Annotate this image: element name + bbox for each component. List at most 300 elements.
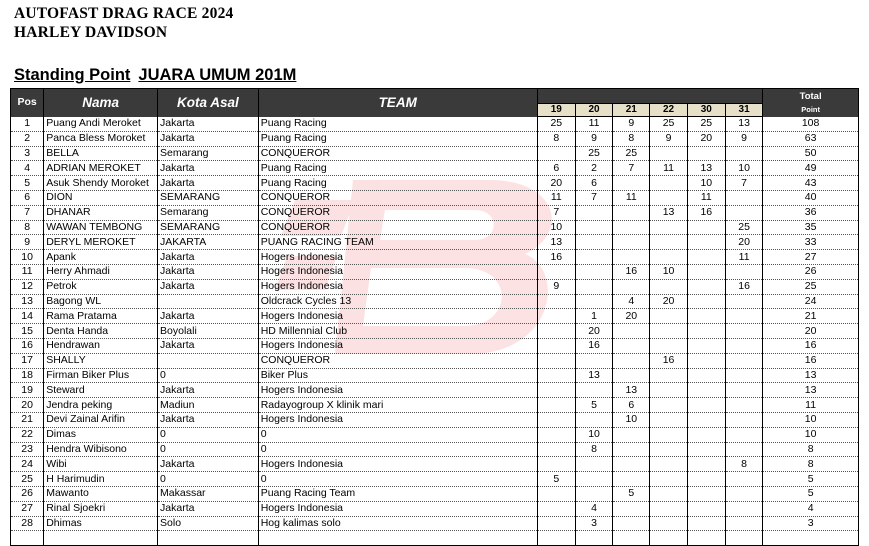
rounds-header-band xyxy=(537,89,763,104)
round-points-cell: 16 xyxy=(687,205,725,220)
round-points-cell xyxy=(650,501,687,516)
round-points-cell xyxy=(613,338,650,353)
team-cell: CONQUEROR xyxy=(258,190,537,205)
round-points-cell xyxy=(650,176,687,191)
round-points-cell xyxy=(687,264,725,279)
city-cell: 0 xyxy=(158,472,259,487)
team-cell: Biker Plus xyxy=(258,368,537,383)
empty-cell xyxy=(687,531,725,546)
round-points-cell xyxy=(650,368,687,383)
round-points-cell: 8 xyxy=(725,457,762,472)
total-points-cell: 16 xyxy=(763,338,859,353)
name-cell: Rama Pratama xyxy=(44,309,158,324)
pos-cell: 7 xyxy=(11,205,44,220)
round-points-cell: 8 xyxy=(575,442,612,457)
round-points-cell xyxy=(537,294,575,309)
round-points-cell xyxy=(687,383,725,398)
city-cell: Jakarta xyxy=(158,457,259,472)
round-points-cell: 9 xyxy=(575,131,612,146)
name-cell: DERYL MEROKET xyxy=(44,235,158,250)
table-row xyxy=(11,442,859,457)
table-row xyxy=(11,146,859,161)
empty-cell xyxy=(763,531,859,546)
round-points-cell xyxy=(575,383,612,398)
pos-cell: 24 xyxy=(11,457,44,472)
standings-table xyxy=(10,88,859,546)
round-points-cell xyxy=(725,486,762,501)
round-points-cell xyxy=(537,324,575,339)
round-points-cell xyxy=(575,220,612,235)
empty-cell xyxy=(11,531,44,546)
standing-label: Standing Point xyxy=(14,66,131,84)
round-points-cell xyxy=(537,146,575,161)
total-points-cell: 4 xyxy=(763,501,859,516)
round-21-header: 21 xyxy=(613,104,650,117)
total-points-cell: 11 xyxy=(763,398,859,413)
round-points-cell xyxy=(687,250,725,265)
round-points-cell: 16 xyxy=(537,250,575,265)
round-points-cell: 6 xyxy=(613,398,650,413)
empty-cell xyxy=(575,531,612,546)
pos-cell: 5 xyxy=(11,176,44,191)
empty-cell xyxy=(537,531,575,546)
name-cell: Steward xyxy=(44,383,158,398)
pos-cell: 1 xyxy=(11,117,44,132)
round-points-cell xyxy=(687,338,725,353)
table-row xyxy=(11,427,859,442)
round-points-cell xyxy=(650,309,687,324)
round-points-cell: 4 xyxy=(575,501,612,516)
round-points-cell xyxy=(687,146,725,161)
total-points-cell: 108 xyxy=(763,117,859,132)
round-points-cell: 7 xyxy=(537,205,575,220)
pos-cell: 2 xyxy=(11,131,44,146)
round-points-cell xyxy=(650,486,687,501)
table-row xyxy=(11,264,859,279)
round-points-cell xyxy=(687,279,725,294)
round-points-cell: 6 xyxy=(575,176,612,191)
round-points-cell xyxy=(650,472,687,487)
round-points-cell xyxy=(575,486,612,501)
round-points-cell xyxy=(537,309,575,324)
name-cell: Rinal Sjoekri xyxy=(44,501,158,516)
round-points-cell xyxy=(650,412,687,427)
total-points-cell: 21 xyxy=(763,309,859,324)
table-row xyxy=(11,516,859,531)
city-cell: Makassar xyxy=(158,486,259,501)
name-cell: Herry Ahmadi xyxy=(44,264,158,279)
team-cell: CONQUEROR xyxy=(258,220,537,235)
total-points-cell: 50 xyxy=(763,146,859,161)
round-points-cell: 9 xyxy=(650,131,687,146)
round-points-cell xyxy=(575,294,612,309)
name-cell: Dimas xyxy=(44,427,158,442)
round-points-cell xyxy=(725,412,762,427)
city-cell: Jakarta xyxy=(158,161,259,176)
round-points-cell xyxy=(725,442,762,457)
round-points-cell xyxy=(725,294,762,309)
table-row xyxy=(11,250,859,265)
pos-cell: 18 xyxy=(11,368,44,383)
round-points-cell: 10 xyxy=(687,176,725,191)
team-cell: Radayogroup X klinik mari xyxy=(258,398,537,413)
round-points-cell xyxy=(687,501,725,516)
round-points-cell: 10 xyxy=(575,427,612,442)
round-points-cell xyxy=(725,427,762,442)
name-cell: Wibi xyxy=(44,457,158,472)
round-points-cell xyxy=(537,264,575,279)
round-points-cell: 7 xyxy=(725,176,762,191)
total-points-cell: 33 xyxy=(763,235,859,250)
pos-cell: 22 xyxy=(11,427,44,442)
name-cell: WAWAN TEMBONG xyxy=(44,220,158,235)
round-points-cell xyxy=(650,338,687,353)
city-cell: Solo xyxy=(158,516,259,531)
city-cell: Madiun xyxy=(158,398,259,413)
round-points-cell xyxy=(613,220,650,235)
round-points-cell xyxy=(613,442,650,457)
round-points-cell xyxy=(613,279,650,294)
empty-cell xyxy=(650,531,687,546)
round-points-cell xyxy=(725,383,762,398)
empty-cell xyxy=(258,531,537,546)
round-points-cell xyxy=(537,353,575,368)
total-points-cell: 5 xyxy=(763,472,859,487)
round-points-cell: 16 xyxy=(575,338,612,353)
round-points-cell xyxy=(687,398,725,413)
round-points-cell xyxy=(687,309,725,324)
team-cell: Hogers Indonesia xyxy=(258,338,537,353)
round-points-cell xyxy=(687,220,725,235)
team-cell: Hogers Indonesia xyxy=(258,501,537,516)
city-cell: Jakarta xyxy=(158,117,259,132)
pos-cell: 9 xyxy=(11,235,44,250)
round-points-cell: 7 xyxy=(575,190,612,205)
total-points-cell: 43 xyxy=(763,176,859,191)
round-points-cell xyxy=(650,190,687,205)
round-points-cell xyxy=(537,516,575,531)
table-row xyxy=(11,161,859,176)
total-points-cell: 8 xyxy=(763,457,859,472)
round-points-cell xyxy=(537,457,575,472)
round-points-cell xyxy=(725,146,762,161)
round-points-cell: 6 xyxy=(537,161,575,176)
total-sub-label: Point xyxy=(801,105,820,115)
round-points-cell xyxy=(650,427,687,442)
name-cell: Denta Handa xyxy=(44,324,158,339)
table-row xyxy=(11,338,859,353)
round-points-cell xyxy=(613,368,650,383)
round-points-cell xyxy=(650,250,687,265)
city-cell: Jakarta xyxy=(158,338,259,353)
name-cell: Panca Bless Moroket xyxy=(44,131,158,146)
round-points-cell xyxy=(613,176,650,191)
round-points-cell xyxy=(537,338,575,353)
nama-header: Nama xyxy=(44,89,158,117)
total-points-cell: 8 xyxy=(763,442,859,457)
name-cell: Firman Biker Plus xyxy=(44,368,158,383)
round-points-cell xyxy=(725,472,762,487)
round-points-cell xyxy=(687,294,725,309)
table-row xyxy=(11,220,859,235)
total-header xyxy=(763,89,859,117)
pos-cell: 20 xyxy=(11,398,44,413)
team-cell: Hogers Indonesia xyxy=(258,279,537,294)
round-points-cell: 13 xyxy=(650,205,687,220)
round-points-cell: 13 xyxy=(613,383,650,398)
round-points-cell xyxy=(537,501,575,516)
team-cell: 0 xyxy=(258,472,537,487)
city-cell: JAKARTA xyxy=(158,235,259,250)
round-points-cell xyxy=(650,398,687,413)
table-row xyxy=(11,205,859,220)
pos-cell: 21 xyxy=(11,412,44,427)
name-cell: Bagong WL xyxy=(44,294,158,309)
team-header: TEAM xyxy=(258,89,537,117)
city-cell: Jakarta xyxy=(158,279,259,294)
empty-cell xyxy=(613,531,650,546)
round-points-cell xyxy=(687,353,725,368)
city-cell xyxy=(158,353,259,368)
name-cell: Dhimas xyxy=(44,516,158,531)
round-points-cell xyxy=(687,427,725,442)
round-points-cell xyxy=(613,235,650,250)
name-cell: Jendra peking xyxy=(44,398,158,413)
city-cell: Jakarta xyxy=(158,131,259,146)
table-row xyxy=(11,486,859,501)
round-19-header: 19 xyxy=(537,104,575,117)
empty-row xyxy=(11,531,859,546)
round-points-cell: 3 xyxy=(575,516,612,531)
table-row xyxy=(11,190,859,205)
total-points-cell: 13 xyxy=(763,368,859,383)
pos-cell: 26 xyxy=(11,486,44,501)
round-31-header: 31 xyxy=(725,104,762,117)
round-points-cell xyxy=(537,486,575,501)
round-points-cell xyxy=(687,472,725,487)
city-cell: Jakarta xyxy=(158,264,259,279)
city-cell: Semarang xyxy=(158,205,259,220)
round-points-cell: 10 xyxy=(725,161,762,176)
total-points-cell: 40 xyxy=(763,190,859,205)
city-cell: Jakarta xyxy=(158,250,259,265)
pos-cell: 6 xyxy=(11,190,44,205)
round-22-header: 22 xyxy=(650,104,687,117)
round-points-cell xyxy=(725,264,762,279)
total-points-cell: 27 xyxy=(763,250,859,265)
round-points-cell xyxy=(725,398,762,413)
table-row xyxy=(11,457,859,472)
round-points-cell xyxy=(725,190,762,205)
pos-cell: 17 xyxy=(11,353,44,368)
round-points-cell xyxy=(537,398,575,413)
table-row xyxy=(11,324,859,339)
table-row xyxy=(11,412,859,427)
table-row xyxy=(11,279,859,294)
round-points-cell xyxy=(687,412,725,427)
round-points-cell: 7 xyxy=(613,161,650,176)
round-points-cell xyxy=(687,486,725,501)
round-points-cell: 9 xyxy=(725,131,762,146)
round-points-cell: 25 xyxy=(613,146,650,161)
name-cell: ADRIAN MEROKET xyxy=(44,161,158,176)
total-points-cell: 26 xyxy=(763,264,859,279)
table-row xyxy=(11,235,859,250)
total-points-cell: 3 xyxy=(763,516,859,531)
team-cell: PUANG RACING TEAM xyxy=(258,235,537,250)
round-points-cell xyxy=(650,516,687,531)
round-points-cell xyxy=(613,516,650,531)
empty-cell xyxy=(725,531,762,546)
team-cell: Hogers Indonesia xyxy=(258,309,537,324)
round-points-cell: 10 xyxy=(537,220,575,235)
team-cell: CONQUEROR xyxy=(258,353,537,368)
city-cell: Semarang xyxy=(158,146,259,161)
name-cell: Asuk Shendy Moroket xyxy=(44,176,158,191)
city-cell: 0 xyxy=(158,427,259,442)
round-points-cell xyxy=(613,457,650,472)
team-cell: Puang Racing xyxy=(258,161,537,176)
round-points-cell xyxy=(650,324,687,339)
round-points-cell xyxy=(575,264,612,279)
pos-cell: 15 xyxy=(11,324,44,339)
round-points-cell: 13 xyxy=(687,161,725,176)
table-row xyxy=(11,398,859,413)
round-points-cell xyxy=(687,368,725,383)
team-cell: Puang Racing Team xyxy=(258,486,537,501)
pos-cell: 10 xyxy=(11,250,44,265)
table-row xyxy=(11,353,859,368)
round-points-cell: 25 xyxy=(537,117,575,132)
table-row xyxy=(11,383,859,398)
round-points-cell xyxy=(537,442,575,457)
total-points-cell: 25 xyxy=(763,279,859,294)
name-cell: SHALLY xyxy=(44,353,158,368)
round-points-cell xyxy=(613,205,650,220)
round-points-cell: 11 xyxy=(575,117,612,132)
round-points-cell xyxy=(650,235,687,250)
team-cell: Hogers Indonesia xyxy=(258,264,537,279)
round-points-cell: 20 xyxy=(613,309,650,324)
round-points-cell: 9 xyxy=(613,117,650,132)
total-points-cell: 10 xyxy=(763,412,859,427)
round-30-header: 30 xyxy=(687,104,725,117)
table-row xyxy=(11,309,859,324)
round-points-cell xyxy=(687,516,725,531)
pos-cell: 11 xyxy=(11,264,44,279)
total-points-cell: 49 xyxy=(763,161,859,176)
total-points-cell: 24 xyxy=(763,294,859,309)
round-points-cell xyxy=(613,353,650,368)
round-points-cell xyxy=(687,324,725,339)
team-cell: CONQUEROR xyxy=(258,205,537,220)
name-cell: DHANAR xyxy=(44,205,158,220)
category-label: JUARA UMUM 201M xyxy=(138,66,297,84)
round-points-cell: 11 xyxy=(613,190,650,205)
team-cell: 0 xyxy=(258,442,537,457)
pos-cell: 19 xyxy=(11,383,44,398)
round-points-cell: 5 xyxy=(537,472,575,487)
round-points-cell: 13 xyxy=(725,117,762,132)
round-points-cell: 13 xyxy=(575,368,612,383)
round-points-cell: 11 xyxy=(725,250,762,265)
total-label: Total xyxy=(799,91,822,103)
pos-cell: 14 xyxy=(11,309,44,324)
round-points-cell xyxy=(687,457,725,472)
city-cell: 0 xyxy=(158,442,259,457)
name-cell: Mawanto xyxy=(44,486,158,501)
name-cell: Apank xyxy=(44,250,158,265)
round-points-cell: 5 xyxy=(575,398,612,413)
name-cell: DION xyxy=(44,190,158,205)
team-cell: Hogers Indonesia xyxy=(258,457,537,472)
name-cell: H Harimudin xyxy=(44,472,158,487)
round-points-cell: 20 xyxy=(537,176,575,191)
pos-cell: 13 xyxy=(11,294,44,309)
round-points-cell xyxy=(537,383,575,398)
event-title: AUTOFAST DRAG RACE 2024 xyxy=(14,5,234,22)
city-cell: Jakarta xyxy=(158,383,259,398)
team-cell: Hogers Indonesia xyxy=(258,250,537,265)
round-points-cell xyxy=(575,279,612,294)
standing-heading xyxy=(14,66,296,85)
round-points-cell: 2 xyxy=(575,161,612,176)
round-points-cell xyxy=(725,309,762,324)
total-points-cell: 16 xyxy=(763,353,859,368)
pos-cell: 23 xyxy=(11,442,44,457)
round-points-cell xyxy=(575,205,612,220)
round-points-cell: 10 xyxy=(650,264,687,279)
round-points-cell xyxy=(725,324,762,339)
table-row xyxy=(11,131,859,146)
round-points-cell xyxy=(725,205,762,220)
round-points-cell: 25 xyxy=(725,220,762,235)
round-points-cell: 16 xyxy=(613,264,650,279)
table-row xyxy=(11,176,859,191)
round-points-cell xyxy=(650,383,687,398)
round-points-cell: 16 xyxy=(725,279,762,294)
round-points-cell: 1 xyxy=(575,309,612,324)
round-points-cell: 25 xyxy=(687,117,725,132)
name-cell: Hendrawan xyxy=(44,338,158,353)
round-points-cell xyxy=(537,368,575,383)
round-points-cell xyxy=(613,501,650,516)
pos-cell: 16 xyxy=(11,338,44,353)
table-row xyxy=(11,472,859,487)
round-points-cell xyxy=(613,472,650,487)
pos-cell: 4 xyxy=(11,161,44,176)
standings-body xyxy=(11,117,859,546)
total-points-cell: 36 xyxy=(763,205,859,220)
round-points-cell xyxy=(650,442,687,457)
round-points-cell: 16 xyxy=(650,353,687,368)
event-subtitle: HARLEY DAVIDSON xyxy=(14,24,168,41)
round-points-cell: 9 xyxy=(537,279,575,294)
round-points-cell xyxy=(687,442,725,457)
team-cell: CONQUEROR xyxy=(258,146,537,161)
total-points-cell: 63 xyxy=(763,131,859,146)
round-points-cell: 11 xyxy=(650,161,687,176)
round-20-header: 20 xyxy=(575,104,612,117)
round-points-cell xyxy=(575,472,612,487)
team-cell: 0 xyxy=(258,427,537,442)
city-cell: Jakarta xyxy=(158,501,259,516)
city-cell: 0 xyxy=(158,368,259,383)
round-points-cell: 25 xyxy=(575,146,612,161)
round-points-cell: 20 xyxy=(575,324,612,339)
round-points-cell xyxy=(613,427,650,442)
round-points-cell xyxy=(725,338,762,353)
